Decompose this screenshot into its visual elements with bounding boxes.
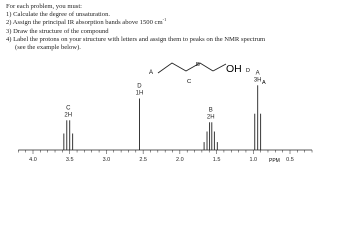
step-number: 3) (6, 27, 12, 35)
step-number: 4) (6, 35, 12, 43)
x-tick-label: 3.0 (102, 157, 111, 163)
structure-label-b: B (196, 62, 200, 68)
step-text: Draw the structure of the compound (13, 27, 109, 35)
step-4-continuation: (see the example below). (15, 44, 81, 52)
step-text: Label the protons on your structure with letters and assign them to peaks on the NMR spectrum (13, 35, 266, 43)
peak-integration: 2H (64, 112, 73, 119)
x-tick-label: 4.0 (29, 157, 37, 163)
x-axis (18, 150, 312, 154)
peak-label: D (137, 83, 142, 90)
x-tick-label: 2.0 (176, 157, 184, 163)
peak-c (64, 105, 73, 150)
peak-label: A (255, 70, 260, 77)
x-tick-label: 2.5 (139, 157, 147, 163)
x-tick-label: 1.0 (249, 157, 258, 163)
hydroxyl-label: OH (226, 63, 242, 75)
peak-integration: 3H (253, 77, 262, 84)
x-axis-tick-labels (29, 157, 294, 163)
structure-label-c: C (187, 79, 192, 85)
peak-integration: 2H (206, 114, 215, 121)
x-tick-label: 1.5 (212, 157, 221, 163)
x-axis-unit-label: PPM (269, 158, 280, 164)
oh-bond (213, 64, 226, 71)
carbon-chain (158, 63, 213, 73)
x-tick-label: 3.5 (65, 157, 74, 163)
peak-d (136, 84, 144, 150)
peak-b (204, 107, 217, 150)
structure-label-a-right: A (262, 80, 266, 86)
peaks-layer (64, 70, 262, 150)
peak-a (254, 70, 262, 150)
peak-integration: 1H (135, 90, 144, 97)
instructions-intro: For each problem, you must: (6, 3, 82, 10)
peak-label: C (66, 105, 71, 112)
step-number: 1) (6, 11, 12, 19)
unit-superscript: -1 (162, 17, 167, 23)
step-text: Calculate the degree of unsaturation. (13, 11, 111, 19)
structure-label-a-left: A (149, 70, 154, 76)
step-text: Assign the principal IR absorption bands above 1500 cm (12, 19, 163, 27)
step-number: 2) (6, 19, 12, 27)
x-tick-label: 0.5 (286, 157, 294, 163)
skeletal-structure (158, 63, 226, 73)
structure-label-d: D (246, 68, 250, 74)
peak-label: B (208, 107, 213, 114)
